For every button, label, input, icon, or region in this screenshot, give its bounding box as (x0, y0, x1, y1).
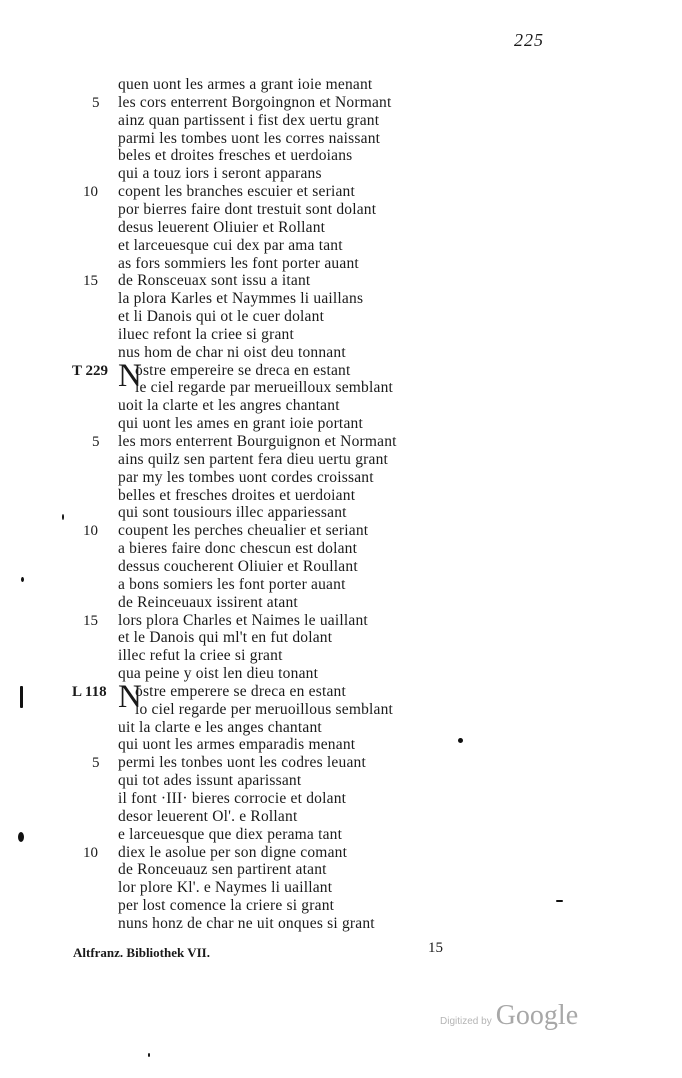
line-number: 5 (92, 434, 100, 450)
verse-line: qui a touz iors i seront apparans (118, 165, 322, 183)
watermark-prefix: Digitized by (440, 1016, 492, 1027)
verse-line: et le Danois qui ml't en fut dolant (118, 629, 333, 647)
verse-line: qui uont les ames en grant ioie portant (118, 415, 363, 433)
verse-line: et larceuesque cui dex par ama tant (118, 236, 343, 254)
verse-line: a bons somiers les font porter auant (118, 575, 346, 593)
verse-line: e larceuesque que diex perama tant (118, 825, 343, 843)
google-logo: Google (495, 1000, 579, 1031)
line-number: 10 (83, 184, 98, 201)
verse-line: ostre emperere se dreca en estant (135, 682, 346, 700)
scan-speck (18, 832, 24, 842)
line-number: 5 (92, 755, 100, 772)
verse-line: copent les branches escuier et seriant (118, 183, 355, 201)
verse-line: dessus coucherent Oliuier et Roullant (118, 557, 358, 575)
drop-initial: N (118, 678, 142, 715)
line-number: 10 (83, 523, 98, 540)
verse-line: uoit la clarte et les angres chantant (118, 397, 340, 415)
verse-line: a bieres faire donc chescun est dolant (118, 540, 358, 558)
scan-speck (20, 686, 23, 708)
scan-speck (148, 1053, 150, 1057)
verse-line: per lost comence la criere si grant (118, 897, 335, 915)
footer-sheet-number: 15 (428, 940, 443, 956)
digitized-watermark (440, 1000, 578, 1032)
verse-line: les cors enterrent Borgoingnon et Normant (118, 93, 392, 111)
verse-line: ains quilz sen partent fera dieu uertu grant (118, 450, 389, 468)
scan-speck (21, 577, 24, 582)
scan-speck (62, 514, 64, 520)
verse-line: qui sont tousiours illec appariessant (118, 504, 347, 522)
scan-speck (556, 900, 563, 902)
verse-line: lors plora Charles et Naimes le uaillant (118, 611, 368, 629)
verse-line: ainz quan partissent i fist dex uertu grant (118, 111, 380, 129)
scan-speck (458, 738, 463, 743)
verse-line: de Ronsceuax sont issu a itant (118, 272, 311, 290)
verse-line: desus leuerent Oliuier et Rollant (118, 218, 326, 236)
line-number: 15 (83, 273, 98, 290)
footer-signature: Altfranz. Bibliothek VII. (73, 945, 210, 960)
verse-line: uit la clarte e les anges chantant (118, 718, 322, 736)
manuscript-siglum: T 229 (72, 362, 108, 379)
verse-line: nuns honz de char ne uit onques si grant (118, 914, 375, 932)
verse-line: nus hom de char ni oist deu tonnant (118, 343, 346, 361)
verse-line: qui uont les armes emparadis menant (118, 736, 356, 754)
verse-line: as fors sommiers les font porter auant (118, 254, 359, 272)
verse-line: par my les tombes uont cordes croissant (118, 468, 374, 486)
verse-line: et li Danois qui ot le cuer dolant (118, 308, 325, 326)
verse-line: la plora Karles et Naymmes li uaillans (118, 290, 364, 308)
line-number: 10 (83, 844, 98, 861)
verse-line: de Ronceuauz sen partirent atant (118, 861, 327, 879)
verse-line: por bierres faire dont trestuit sont dolant (118, 200, 377, 218)
verse-line: belles et fresches droites et uerdoiant (118, 486, 356, 504)
verse-line: de Reinceuaux issirent atant (118, 593, 298, 611)
verse-line: lor plore Kl'. e Naymes li uaillant (118, 879, 333, 897)
verse-line: illec refut la criee si grant (118, 647, 283, 665)
verse-line: il font ·III· bieres corrocie et dolant (118, 790, 347, 807)
drop-initial: N (118, 357, 142, 394)
line-number: 15 (83, 612, 98, 629)
verse-line: le ciel regarde par merueilloux semblant (135, 379, 394, 397)
verse-line: diex le asolue per son digne comant (118, 843, 348, 861)
verse-line: ostre empereire se dreca en estant (135, 361, 351, 379)
verse-line: qua peine y oist len dieu tonant (118, 665, 319, 683)
line-number: 5 (92, 94, 100, 111)
verse-line: desor leuerent Ol'. e Rollant (118, 807, 298, 825)
verse-line: permi les tonbes uont les codres leuant (118, 754, 366, 772)
manuscript-siglum: L 118 (72, 683, 107, 700)
verse-line: parmi les tombes uont les corres naissant (118, 129, 381, 147)
verse-line: les mors enterrent Bourguignon et Normant (118, 433, 397, 450)
page-number: 225 (514, 30, 544, 50)
verse-line: iluec refont la criee si grant (118, 325, 294, 343)
verse-line: beles et droites fresches et uerdoians (118, 147, 353, 165)
verse-line: lo ciel regarde per meruoillous semblant (135, 700, 394, 718)
verse-line: coupent les perches cheualier et seriant (118, 522, 369, 540)
verse-line: quen uont les armes a grant ioie menant (118, 76, 373, 93)
verse-line: qui tot ades issunt aparissant (118, 772, 302, 790)
